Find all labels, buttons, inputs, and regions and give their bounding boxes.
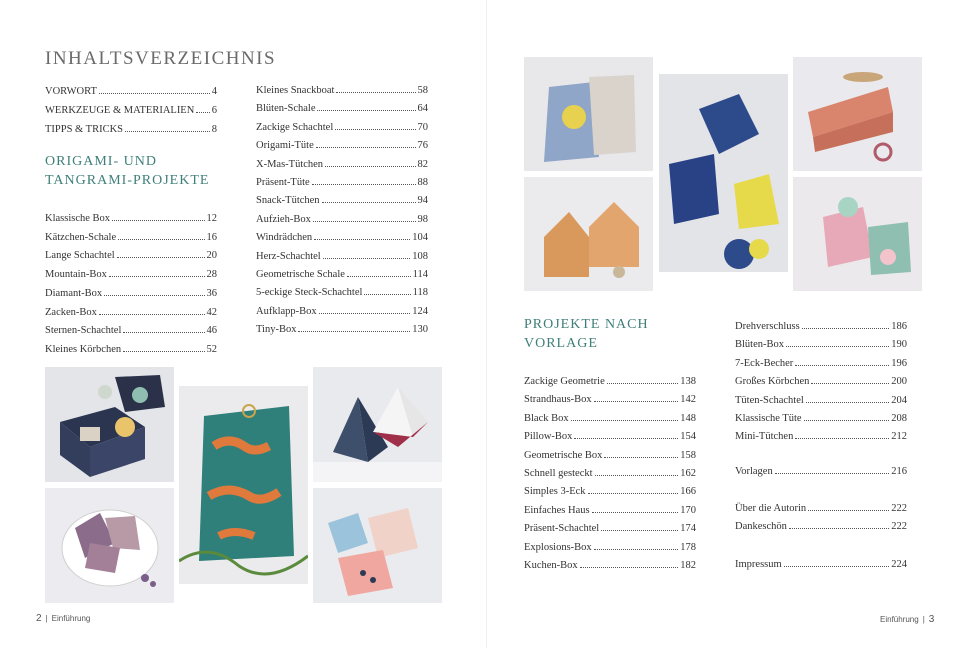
page-number: 2	[36, 613, 42, 624]
page-title: INHALTSVERZEICHNIS	[45, 48, 277, 69]
toc-entry-label: Aufzieh-Box	[256, 213, 311, 225]
toc-entry	[256, 211, 428, 225]
toc-entry-label: Blüten-Box	[735, 339, 784, 351]
toc-entry-page: 222	[891, 521, 907, 533]
toc-entry-page: 224	[891, 559, 907, 570]
toc-entry-page: 130	[412, 324, 428, 336]
toc-entry-label: 7-Eck-Becher	[735, 357, 794, 369]
toc-leader-dots	[802, 328, 890, 329]
toc-entry	[256, 303, 428, 317]
toc-leader-dots	[104, 295, 204, 296]
pink-boxes-illustration	[793, 177, 922, 291]
toc-entry-page: 190	[891, 339, 907, 351]
toc-entry-label: VORWORT	[45, 86, 97, 97]
toc-entry	[735, 410, 907, 424]
toc-entry-label: Tüten-Schachtel	[735, 394, 804, 406]
toc-entry	[45, 247, 217, 261]
toc-leader-dots	[588, 493, 679, 494]
section-heading-origami	[45, 152, 209, 190]
toc-entry-label: Klassische Tüte	[735, 413, 802, 424]
toc-entry	[735, 392, 907, 406]
toc-entry-page: 76	[417, 140, 428, 152]
footer-section: Einführung	[51, 614, 91, 623]
toc-entry	[524, 410, 696, 424]
toc-entry-label: Diamant-Box	[45, 287, 103, 299]
toc-leader-dots	[786, 346, 889, 347]
toc-entry-label: Vorlagen	[735, 466, 773, 477]
toc-leader-dots	[313, 221, 416, 222]
toc-entry	[45, 266, 217, 280]
toc-leader-dots	[804, 420, 890, 421]
toc-entry-label: Zackige Geometrie	[524, 376, 605, 387]
toc-leader-dots	[594, 549, 679, 550]
toc-entry-label: Präsent-Schachtel	[524, 523, 600, 535]
toc-leader-dots	[607, 383, 679, 384]
toc-entry	[524, 520, 696, 534]
toc-entry-page: 182	[680, 560, 696, 571]
toc-entry-label: Kleines Snackboat	[256, 85, 335, 96]
photo-bags	[524, 57, 653, 171]
toc-leader-dots	[325, 166, 415, 167]
toc-entry-page: 70	[417, 121, 428, 133]
toc-entry	[735, 336, 907, 350]
toc-entry-page: 118	[412, 287, 428, 299]
toc-entry-label: Impressum	[735, 559, 782, 570]
photo-geometric-boxes	[659, 74, 788, 272]
page-number: 3	[928, 614, 935, 625]
toc-entry-label: Kuchen-Box	[524, 560, 578, 571]
toc-entry-page: 4	[211, 86, 217, 97]
toc-entry-label: Präsent-Tüte	[256, 177, 310, 188]
toc-entry-label: Geometrische Schale	[256, 269, 345, 280]
toc-leader-dots	[604, 457, 678, 458]
toc-leader-dots	[592, 512, 679, 513]
photo-pink-boxes	[793, 177, 922, 291]
toc-entry	[256, 266, 428, 280]
toc-entry-label: Snack-Tütchen	[256, 195, 320, 207]
toc-entry	[256, 321, 428, 335]
toc-entry	[735, 463, 907, 477]
toc-entry-label: 5-eckige Steck-Schachtel	[256, 287, 363, 299]
toc-entry	[45, 229, 217, 243]
toc-entry-page: 138	[680, 376, 696, 387]
toc-entry-page: 212	[891, 431, 907, 443]
toc-leader-dots	[784, 566, 890, 567]
toc-entry	[524, 447, 696, 461]
toc-entry	[524, 373, 696, 387]
photo-houses	[524, 177, 653, 291]
toc-entry-label: Mountain-Box	[45, 269, 107, 281]
toc-entry-label: Simples 3-Eck	[524, 486, 586, 498]
footer-section: Einführung	[880, 615, 919, 624]
toc-entry	[524, 483, 696, 497]
toc-entry	[256, 284, 428, 298]
toc-entry	[256, 174, 428, 188]
toc-leader-dots	[335, 129, 415, 130]
toc-entry-label: Großes Körbchen	[735, 376, 810, 388]
toc-entry-page: 94	[417, 195, 428, 207]
toc-entry-page: 196	[891, 357, 907, 369]
toc-entry-label: Pillow-Box	[524, 431, 573, 443]
toc-entry	[45, 121, 217, 135]
toc-entry-page: 216	[891, 466, 907, 477]
toc-entry	[735, 318, 907, 332]
toc-entry-label: Sternen-Schachtel	[45, 325, 122, 337]
toc-leader-dots	[322, 202, 416, 203]
toc-entry-page: 28	[206, 269, 217, 281]
toc-entry-label: Explosions-Box	[524, 541, 592, 553]
toc-entry	[256, 137, 428, 151]
section-heading-line: TANGRAMI-PROJEKTE	[45, 173, 210, 188]
toc-entry-page: 8	[211, 124, 217, 135]
toc-entry	[256, 248, 428, 262]
toc-entry	[45, 102, 217, 116]
toc-leader-dots	[347, 276, 411, 277]
toc-leader-dots	[312, 184, 416, 185]
cake-box-illustration	[793, 57, 922, 171]
toc-entry-page: 148	[680, 412, 696, 424]
toc-entry-page: 158	[680, 449, 696, 461]
toc-entry-page: 174	[680, 523, 696, 535]
toc-entry-page: 204	[891, 394, 907, 406]
toc-entry-page: 36	[206, 287, 217, 299]
photo-diamond-boxes	[313, 488, 442, 603]
boxes-illustration	[45, 367, 174, 482]
toc-entry-page: 166	[680, 486, 696, 498]
toc-leader-dots	[112, 220, 204, 221]
toc-entry	[524, 502, 696, 516]
toc-entry	[256, 119, 428, 133]
toc-entry-page: 82	[417, 158, 428, 170]
tiger-bag-illustration	[179, 386, 308, 584]
toc-entry	[45, 285, 217, 299]
toc-entry-page: 208	[891, 413, 907, 424]
toc-leader-dots	[123, 332, 204, 333]
toc-entry-page: 42	[206, 306, 217, 318]
toc-entry-page: 12	[206, 213, 217, 224]
toc-entry-page: 154	[680, 431, 696, 443]
diamond-boxes-illustration	[313, 488, 442, 603]
toc-entry-label: Aufklapp-Box	[256, 305, 317, 317]
bowl-illustration	[45, 488, 174, 603]
toc-leader-dots	[109, 276, 205, 277]
toc-leader-dots	[196, 112, 209, 113]
toc-entry	[45, 304, 217, 318]
toc-entry-label: Klassische Box	[45, 213, 111, 224]
geometric-boxes-illustration	[659, 74, 788, 272]
toc-leader-dots	[316, 147, 416, 148]
toc-leader-dots	[364, 294, 410, 295]
toc-entry-page: 186	[891, 321, 907, 332]
toc-leader-dots	[574, 438, 678, 439]
toc-entry	[735, 355, 907, 369]
photo-pyramids	[313, 367, 442, 482]
toc-entry-label: Über die Autorin	[735, 503, 807, 514]
toc-entry-page: 64	[417, 103, 428, 115]
toc-entry-label: Kätzchen-Schale	[45, 231, 117, 243]
toc-entry-page: 108	[412, 250, 428, 262]
toc-entry-label: Zacken-Box	[45, 306, 97, 318]
section-heading-line: ORIGAMI- UND	[45, 154, 157, 169]
toc-leader-dots	[601, 530, 678, 531]
toc-leader-dots	[317, 110, 415, 111]
pyramids-illustration	[313, 367, 442, 482]
toc-entry-page: 200	[891, 376, 907, 388]
toc-entry	[256, 156, 428, 170]
toc-leader-dots	[795, 438, 889, 439]
toc-leader-dots	[99, 314, 205, 315]
toc-entry-label: Dankeschön	[735, 521, 787, 533]
toc-leader-dots	[323, 258, 411, 259]
toc-entry	[256, 82, 428, 96]
toc-entry-label: Origami-Tüte	[256, 140, 314, 152]
photo-bowl-sweets	[45, 488, 174, 603]
toc-entry	[735, 556, 907, 570]
toc-entry	[524, 465, 696, 479]
toc-entry	[735, 500, 907, 514]
toc-entry	[256, 100, 428, 114]
toc-entry-page: 52	[206, 343, 217, 355]
toc-entry	[524, 391, 696, 405]
toc-entry-label: Drehverschluss	[735, 321, 800, 332]
toc-entry-page: 20	[206, 250, 217, 262]
toc-entry-label: Geometrische Box	[524, 449, 603, 461]
toc-entry-page: 88	[417, 177, 428, 188]
toc-entry-label: Mini-Tütchen	[735, 431, 794, 443]
toc-entry-page: 114	[412, 269, 428, 280]
toc-entry	[524, 557, 696, 571]
toc-entry-label: TIPPS & TRICKS	[45, 124, 123, 135]
toc-entry-page: 124	[412, 305, 428, 317]
toc-entry	[45, 341, 217, 355]
toc-leader-dots	[319, 313, 411, 314]
toc-entry-page: 16	[206, 231, 217, 243]
toc-entry-label: Zackige Schachtel	[256, 121, 334, 133]
houses-illustration	[524, 177, 653, 291]
toc-entry-label: Strandhaus-Box	[524, 394, 592, 406]
toc-entry-label: Blüten-Schale	[256, 103, 316, 115]
toc-entry	[735, 518, 907, 532]
toc-leader-dots	[571, 420, 679, 421]
toc-leader-dots	[117, 257, 205, 258]
photo-cake-box	[793, 57, 922, 171]
toc-entry	[735, 373, 907, 387]
toc-entry-page: 170	[680, 504, 696, 516]
photo-tiger-bag	[179, 386, 308, 584]
toc-entry-page: 222	[891, 503, 907, 514]
toc-entry	[256, 192, 428, 206]
section-heading-line: VORLAGE	[524, 336, 598, 351]
toc-entry-label: Einfaches Haus	[524, 504, 590, 516]
toc-leader-dots	[298, 331, 410, 332]
toc-leader-dots	[594, 401, 679, 402]
toc-entry-label: Tiny-Box	[256, 324, 297, 336]
toc-leader-dots	[118, 239, 204, 240]
toc-entry-page: 58	[417, 85, 428, 96]
toc-entry	[524, 428, 696, 442]
footer-left: 2 | Einführung	[36, 613, 91, 624]
toc-leader-dots	[775, 473, 890, 474]
toc-leader-dots	[789, 528, 889, 529]
toc-entry-label: Kleines Körbchen	[45, 343, 122, 355]
toc-entry-label: Windrädchen	[256, 232, 313, 244]
toc-leader-dots	[808, 510, 889, 511]
toc-leader-dots	[336, 92, 415, 93]
toc-entry-page: 6	[211, 105, 217, 116]
toc-entry-label: Black Box	[524, 412, 569, 424]
toc-leader-dots	[314, 239, 410, 240]
toc-leader-dots	[795, 365, 889, 366]
toc-leader-dots	[580, 567, 679, 568]
toc-entry-page: 162	[680, 468, 696, 479]
toc-entry-page: 46	[206, 325, 217, 337]
toc-entry	[45, 210, 217, 224]
toc-entry	[256, 229, 428, 243]
toc-leader-dots	[806, 402, 889, 403]
toc-entry-page: 98	[417, 213, 428, 225]
toc-entry-page: 178	[680, 541, 696, 553]
toc-entry-label: X-Mas-Tütchen	[256, 158, 324, 170]
toc-entry	[735, 428, 907, 442]
section-heading-vorlage	[524, 315, 649, 353]
toc-entry-label: Schnell gesteckt	[524, 468, 593, 479]
toc-leader-dots	[811, 383, 889, 384]
section-heading-line: PROJEKTE NACH	[524, 317, 649, 332]
toc-leader-dots	[595, 475, 679, 476]
page-gutter	[486, 0, 487, 648]
toc-leader-dots	[123, 351, 204, 352]
toc-entry-label: WERKZEUGE & MATERIALIEN	[45, 105, 195, 116]
toc-leader-dots	[99, 93, 210, 94]
footer-right: Einführung | 3	[880, 614, 935, 625]
toc-entry-page: 142	[680, 394, 696, 406]
toc-entry-page: 104	[412, 232, 428, 244]
photo-boxes-craft	[45, 367, 174, 482]
toc-entry	[524, 539, 696, 553]
toc-entry	[45, 83, 217, 97]
toc-entry-label: Herz-Schachtel	[256, 250, 321, 262]
toc-entry-label: Lange Schachtel	[45, 250, 115, 262]
bags-illustration	[524, 57, 653, 171]
toc-entry	[45, 322, 217, 336]
toc-leader-dots	[125, 131, 210, 132]
